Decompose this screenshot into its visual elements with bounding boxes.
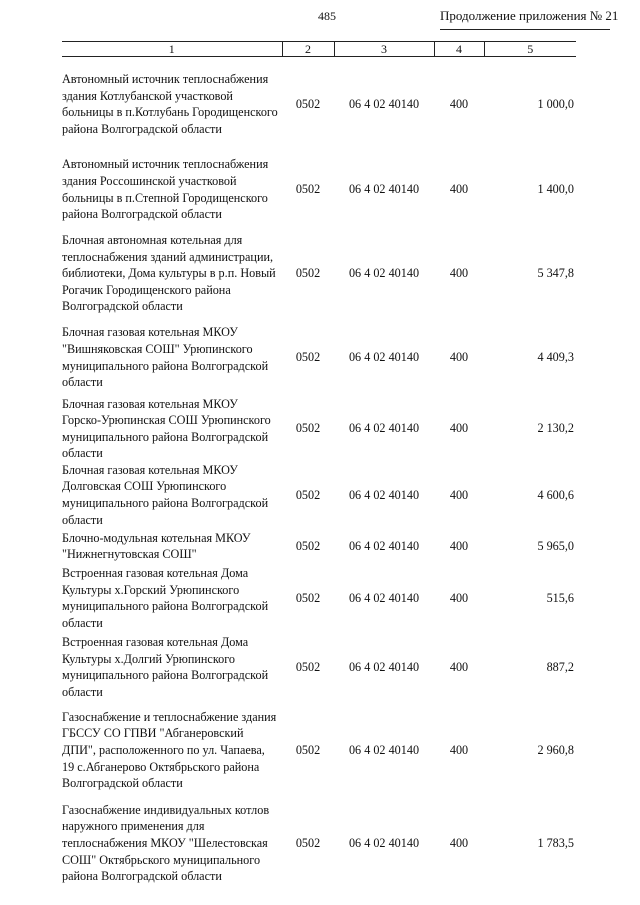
table-row (62, 632, 576, 702)
target-code: 06 4 02 40140 (348, 182, 420, 197)
amount: 887,2 (546, 659, 574, 674)
item-name: Встроенная газовая котельная Дома Культуры х.Долгий Урюпинского муниципального района Волгоградской области (62, 635, 269, 699)
amount: 515,6 (546, 590, 574, 605)
expense-type: 400 (449, 96, 469, 111)
section-code: 0502 (295, 742, 321, 757)
section-code: 0502 (295, 538, 321, 553)
section-code: 0502 (295, 487, 321, 502)
expense-type: 400 (449, 590, 469, 605)
table-row (62, 528, 576, 564)
budget-table (62, 41, 576, 888)
amount: 5 965,0 (537, 538, 574, 553)
table-row (62, 228, 576, 320)
item-name: Блочная автономная котельная для теплоснабжения зданий администрации, библиотеки, Дома культуры в р.п. Новый Рогачик Городищенского района Волгоградской области (62, 233, 276, 314)
section-code: 0502 (295, 266, 321, 281)
header-underline (440, 29, 610, 30)
section-code: 0502 (295, 590, 321, 605)
column-header: 2 (282, 42, 334, 57)
item-name: Автономный источник теплоснабжения здания Россошинской участковой больницы в п.Степной Городищенского района Волгоградской области (62, 157, 269, 222)
expense-type: 400 (449, 742, 469, 757)
section-code: 0502 (295, 421, 321, 436)
target-code: 06 4 02 40140 (348, 350, 420, 365)
expense-type: 400 (449, 538, 469, 553)
section-code: 0502 (295, 96, 321, 111)
item-name: Встроенная газовая котельная Дома Культуры х.Горский Урюпинского муниципального района Волгоградской области (62, 566, 269, 630)
target-code: 06 4 02 40140 (348, 835, 420, 850)
item-name: Автономный источник теплоснабжения здания Котлубанской участковой больницы в п.Котлубань Городищенского района Волгоградской области (62, 72, 278, 136)
target-code: 06 4 02 40140 (348, 487, 420, 502)
table-row (62, 702, 576, 798)
column-header: 4 (434, 42, 484, 57)
expense-type: 400 (449, 659, 469, 674)
section-code: 0502 (295, 835, 321, 850)
column-header: 5 (484, 42, 576, 57)
table-body (62, 57, 576, 889)
target-code: 06 4 02 40140 (348, 96, 420, 111)
continuation-title: Продолжение приложения № 21 (440, 8, 619, 23)
amount: 2 130,2 (537, 421, 574, 436)
target-code: 06 4 02 40140 (348, 421, 420, 436)
target-code: 06 4 02 40140 (348, 659, 420, 674)
table-row (62, 320, 576, 396)
expense-type: 400 (449, 182, 469, 197)
column-header: 3 (334, 42, 434, 57)
target-code: 06 4 02 40140 (348, 538, 420, 553)
amount: 2 960,8 (537, 742, 574, 757)
expense-type: 400 (449, 266, 469, 281)
section-code: 0502 (295, 659, 321, 674)
expense-type: 400 (449, 350, 469, 365)
amount: 4 409,3 (537, 350, 574, 365)
amount: 1 783,5 (537, 835, 574, 850)
expense-type: 400 (449, 421, 469, 436)
item-name: Блочная газовая котельная МКОУ Горско-Урюпинская СОШ Урюпинского муниципального района Волгоградской области (62, 396, 271, 461)
column-number-row (62, 42, 576, 57)
target-code: 06 4 02 40140 (348, 266, 420, 281)
table-row (62, 564, 576, 632)
item-name: Газоснабжение и теплоснабжение здания ГБССУ СО ГПВИ "Абганеровский ДПИ", расположенного по ул. Чапаева, 19 с.Абганерово Октябрьского района Волгоградской области (62, 709, 277, 791)
expense-type: 400 (449, 835, 469, 850)
amount: 1 400,0 (537, 182, 574, 197)
table-header (62, 42, 576, 57)
table-row (62, 57, 576, 152)
column-header: 1 (62, 42, 282, 57)
target-code: 06 4 02 40140 (348, 590, 420, 605)
section-code: 0502 (295, 182, 321, 197)
page-number: 485 (318, 9, 336, 23)
amount: 5 347,8 (537, 266, 574, 281)
amount: 1 000,0 (537, 96, 574, 111)
item-name: Блочно-модульная котельная МКОУ "Нижнегнутовская СОШ" (62, 530, 251, 562)
table-row (62, 152, 576, 228)
item-name: Блочная газовая котельная МКОУ Долговская СОШ Урюпинского муниципального района Волгоградской области (62, 462, 269, 527)
item-name: Блочная газовая котельная МКОУ "Вишняковская СОШ" Урюпинского муниципального района Волгоградской области (62, 325, 269, 390)
table-row (62, 798, 576, 888)
amount: 4 600,6 (537, 487, 574, 502)
section-code: 0502 (295, 350, 321, 365)
table-row (62, 462, 576, 528)
expense-type: 400 (449, 487, 469, 502)
item-name: Газоснабжение индивидуальных котлов наружного применения для теплоснабжения МКОУ "Шелестовская СОШ" Октябрьского муниципального района Волгоградской области (62, 802, 270, 884)
target-code: 06 4 02 40140 (348, 742, 420, 757)
table-row (62, 396, 576, 462)
